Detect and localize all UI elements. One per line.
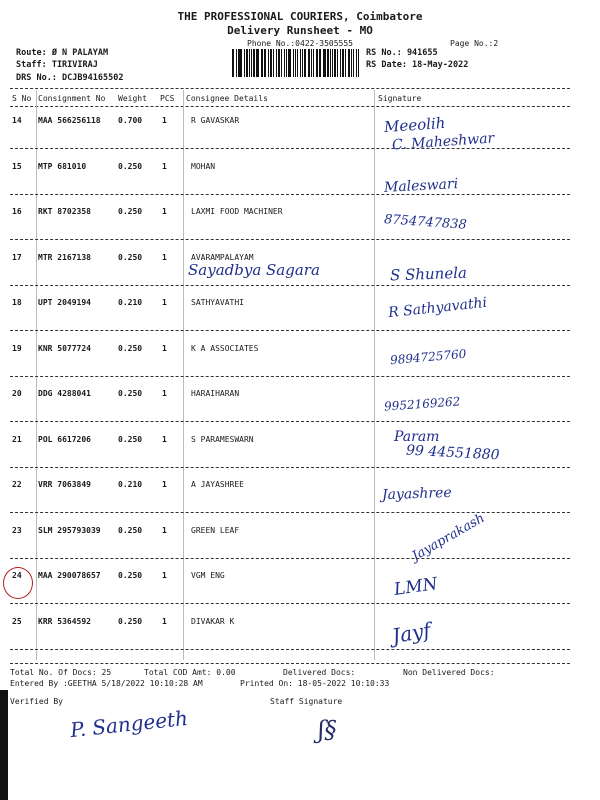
entered-by: Entered By :GEETHA 5/18/2022 10:10:28 AM: [10, 679, 203, 688]
delivered-docs: Delivered Docs:: [283, 668, 356, 677]
handwritten-signature: 9952169262: [383, 394, 461, 414]
handwritten-signature: S Shunela: [389, 263, 468, 285]
handwritten-signature: Jayaprakash: [409, 510, 488, 565]
weight-cell: 0.250: [118, 253, 143, 262]
weight-cell: 0.250: [118, 162, 143, 171]
table-row: [0, 617, 600, 627]
handwritten-signature: Maleswari: [383, 176, 459, 196]
staff-signature: ʃ§: [318, 716, 337, 744]
barcode: [232, 49, 360, 77]
weight-cell: 0.210: [118, 298, 143, 307]
consignee-cell: AVARAMPALAYAM: [191, 253, 254, 262]
sno-cell: 15: [12, 162, 22, 171]
row-divider: [10, 148, 570, 149]
handwritten-signature: Jayf: [390, 617, 433, 649]
handwritten-signature: Meeolih: [383, 113, 446, 137]
handwritten-signature: 8754747838: [383, 212, 468, 233]
scan-edge: [0, 690, 8, 800]
non-delivered-docs: Non Delivered Docs:: [403, 668, 495, 677]
table-row: [0, 526, 600, 536]
col-header-signature: Signature: [378, 94, 422, 103]
row-divider: [10, 558, 570, 559]
sno-cell: 21: [12, 435, 22, 444]
drs-number: DRS No.: DCJB94165502: [16, 73, 124, 83]
table-row: [0, 344, 600, 354]
pcs-cell: 1: [162, 116, 167, 125]
row-divider: [10, 512, 570, 513]
col-header-weight: Weight: [118, 94, 147, 103]
consignee-cell: HARAIHARAN: [191, 389, 240, 398]
table-row: [0, 116, 600, 126]
consignee-cell: SATHYAVATHI: [191, 298, 244, 307]
table-row: [0, 435, 600, 445]
row-divider: [10, 194, 570, 195]
col-header-consignee: Consignee Details: [186, 94, 268, 103]
sno-cell: 16: [12, 207, 22, 216]
total-cod: Total COD Amt: 0.00: [144, 668, 236, 677]
consignee-cell: S PARAMESWARN: [191, 435, 254, 444]
weight-cell: 0.250: [118, 344, 143, 353]
consignee-cell: LAXMI FOOD MACHINER: [191, 207, 283, 216]
handwritten-signature: C. Maheshwar: [391, 130, 495, 154]
consignee-cell: DIVAKAR K: [191, 617, 235, 626]
company-title: THE PROFESSIONAL COURIERS, Coimbatore: [177, 10, 423, 23]
row-divider: [10, 239, 570, 240]
consignment-cell: MTR 2167138: [38, 253, 91, 262]
pcs-cell: 1: [162, 480, 167, 489]
consignee-cell: R GAVASKAR: [191, 116, 240, 125]
consignment-cell: KRR 5364592: [38, 617, 91, 626]
row-divider: [10, 467, 570, 468]
rs-date: RS Date: 18-May-2022: [366, 60, 469, 70]
header-divider-top: [10, 88, 570, 89]
handwritten-signature: LMN: [392, 574, 439, 600]
sno-cell: 19: [12, 344, 22, 353]
weight-cell: 0.250: [118, 526, 143, 535]
consignment-cell: MAA 290078657: [38, 571, 101, 580]
table-row: [0, 389, 600, 399]
red-pen-circle: [3, 567, 33, 599]
table-row: [0, 207, 600, 217]
verified-by-label: Verified By: [10, 697, 63, 706]
header-divider-bottom: [10, 106, 570, 107]
weight-cell: 0.250: [118, 389, 143, 398]
table-row: [0, 571, 600, 581]
pcs-cell: 1: [162, 526, 167, 535]
consignee-cell: MOHAN: [191, 162, 216, 171]
weight-cell: 0.250: [118, 571, 143, 580]
handwritten-signature: Jayashree: [381, 484, 452, 504]
row-divider: [10, 285, 570, 286]
col-header-pcs: PCS: [160, 94, 175, 103]
consignment-cell: KNR 5077724: [38, 344, 91, 353]
sno-cell: 25: [12, 617, 22, 626]
pcs-cell: 1: [162, 617, 167, 626]
pcs-cell: 1: [162, 571, 167, 580]
weight-cell: 0.250: [118, 207, 143, 216]
consignment-cell: MAA 566256118: [38, 116, 101, 125]
footer-divider: [10, 663, 570, 664]
consignment-cell: SLM 295793039: [38, 526, 101, 535]
rs-number: RS No.: 941655: [366, 48, 438, 58]
sno-cell: 20: [12, 389, 22, 398]
sno-cell: 17: [12, 253, 22, 262]
table-row: [0, 298, 600, 308]
row-divider: [10, 421, 570, 422]
sno-cell: 14: [12, 116, 22, 125]
route: Route: Ø N PALAYAM: [16, 48, 109, 58]
consignment-cell: UPT 2049194: [38, 298, 91, 307]
col-header-sno: S No: [12, 94, 32, 103]
consignment-cell: RKT 8702358: [38, 207, 91, 216]
verified-signature: P. Sangeeth: [69, 705, 189, 743]
row-divider: [10, 330, 570, 331]
weight-cell: 0.700: [118, 116, 143, 125]
handwritten-signature: 99 44551880: [405, 442, 500, 464]
weight-cell: 0.250: [118, 617, 143, 626]
total-docs: Total No. Of Docs: 25: [10, 668, 112, 677]
handwritten-signature: Param: [394, 429, 440, 445]
handwritten-signature: R Sathyavathi: [387, 294, 488, 322]
row-divider: [10, 649, 570, 650]
consignee-cell: A JAYASHREE: [191, 480, 244, 489]
consignment-cell: VRR 7063849: [38, 480, 91, 489]
handwritten-signature: 9894725760: [389, 346, 467, 368]
pcs-cell: 1: [162, 207, 167, 216]
consignee-cell: K A ASSOCIATES: [191, 344, 259, 353]
staff: Staff: TIRIVIRAJ: [16, 60, 98, 70]
sno-cell: 23: [12, 526, 22, 535]
page-number: Page No.:2: [450, 39, 499, 48]
consignment-cell: POL 6617206: [38, 435, 91, 444]
table-row: [0, 162, 600, 172]
sno-cell: 24: [12, 571, 22, 580]
staff-signature-label: Staff Signature: [270, 697, 343, 706]
consignment-cell: DDG 4288041: [38, 389, 91, 398]
handwritten-note: Sayadbya Sagara: [188, 261, 320, 279]
printed-on: Printed On: 18-05-2022 10:10:33: [240, 679, 390, 688]
sno-cell: 22: [12, 480, 22, 489]
table-row: [0, 480, 600, 490]
row-divider: [10, 376, 570, 377]
pcs-cell: 1: [162, 253, 167, 262]
pcs-cell: 1: [162, 435, 167, 444]
weight-cell: 0.250: [118, 435, 143, 444]
pcs-cell: 1: [162, 389, 167, 398]
consignee-cell: VGM ENG: [191, 571, 225, 580]
row-divider: [10, 603, 570, 604]
pcs-cell: 1: [162, 162, 167, 171]
sno-cell: 18: [12, 298, 22, 307]
runsheet-subtitle: Delivery Runsheet - MO: [227, 24, 373, 37]
col-header-consignment: Consignment No: [38, 94, 106, 103]
consignee-cell: GREEN LEAF: [191, 526, 240, 535]
weight-cell: 0.210: [118, 480, 143, 489]
pcs-cell: 1: [162, 344, 167, 353]
phone-number: Phone No.:0422-3505555: [247, 39, 353, 48]
pcs-cell: 1: [162, 298, 167, 307]
consignment-cell: MTP 681010: [38, 162, 87, 171]
